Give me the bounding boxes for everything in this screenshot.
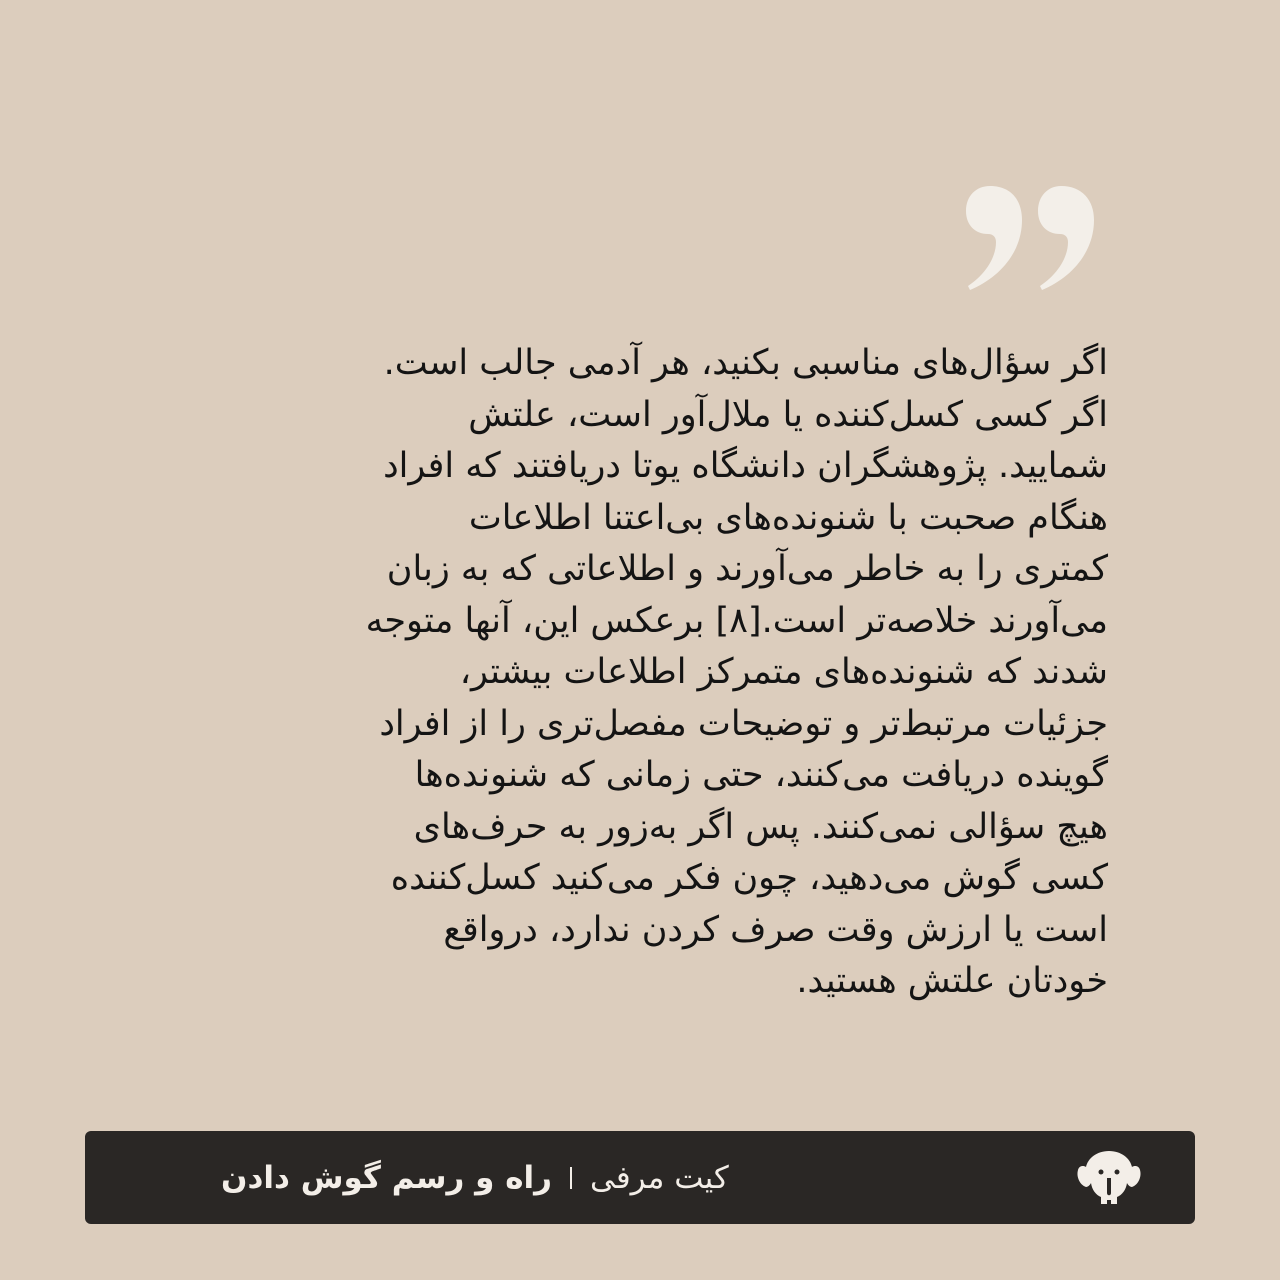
quote-line: اگر کسی کسل‌کننده یا ملال‌آور است، علتش (468, 394, 1108, 435)
quote-line: اگر سؤال‌های مناسبی بکنید، هر آدمی جالب است. (383, 343, 1108, 383)
quote-line: کمتری را به خاطر می‌آورند و اطلاعاتی که به زبان (386, 549, 1108, 589)
quote-line: هیچ سؤالی نمی‌کنند. پس اگر به‌زور به حرف‌های (413, 806, 1108, 847)
quote-line: شدند که شنونده‌های متمرکز اطلاعات بیشتر، (459, 652, 1108, 692)
quote-text (150, 338, 1108, 1008)
quote-line: کسی گوش می‌دهید، چون فکر می‌کنید کسل‌کننده (390, 858, 1108, 898)
quote-line: است یا ارزش وقت صرف کردن ندارد، درواقع (443, 909, 1108, 950)
quote-line: هنگام صحبت با شنونده‌های بی‌اعتنا اطلاعات (468, 497, 1108, 538)
author-name: کیت مرفی (590, 1159, 729, 1196)
title-author-separator (570, 1167, 572, 1189)
book-title: راه و رسم گوش دادن (221, 1159, 552, 1196)
book-meta (221, 1131, 729, 1224)
quote-line: می‌آورند خلاصه‌تر است.[۸] برعکس این، آنها متوجه (365, 600, 1108, 641)
elephant-icon (1076, 1147, 1142, 1207)
quote-line: شمایید. پژوهشگران دانشگاه یوتا دریافتند که افراد (383, 446, 1108, 486)
quote-line: گوینده دریافت می‌کنند، حتی زمانی که شنونده‌ها (414, 755, 1108, 795)
footer-bar (85, 1131, 1195, 1224)
quote-mark-icon (960, 182, 1116, 294)
quote-line: جزئیات مرتبط‌تر و توضیحات مفصل‌تری را از افراد (379, 703, 1108, 744)
quote-line: خودتان علتش هستید. (796, 961, 1108, 1001)
